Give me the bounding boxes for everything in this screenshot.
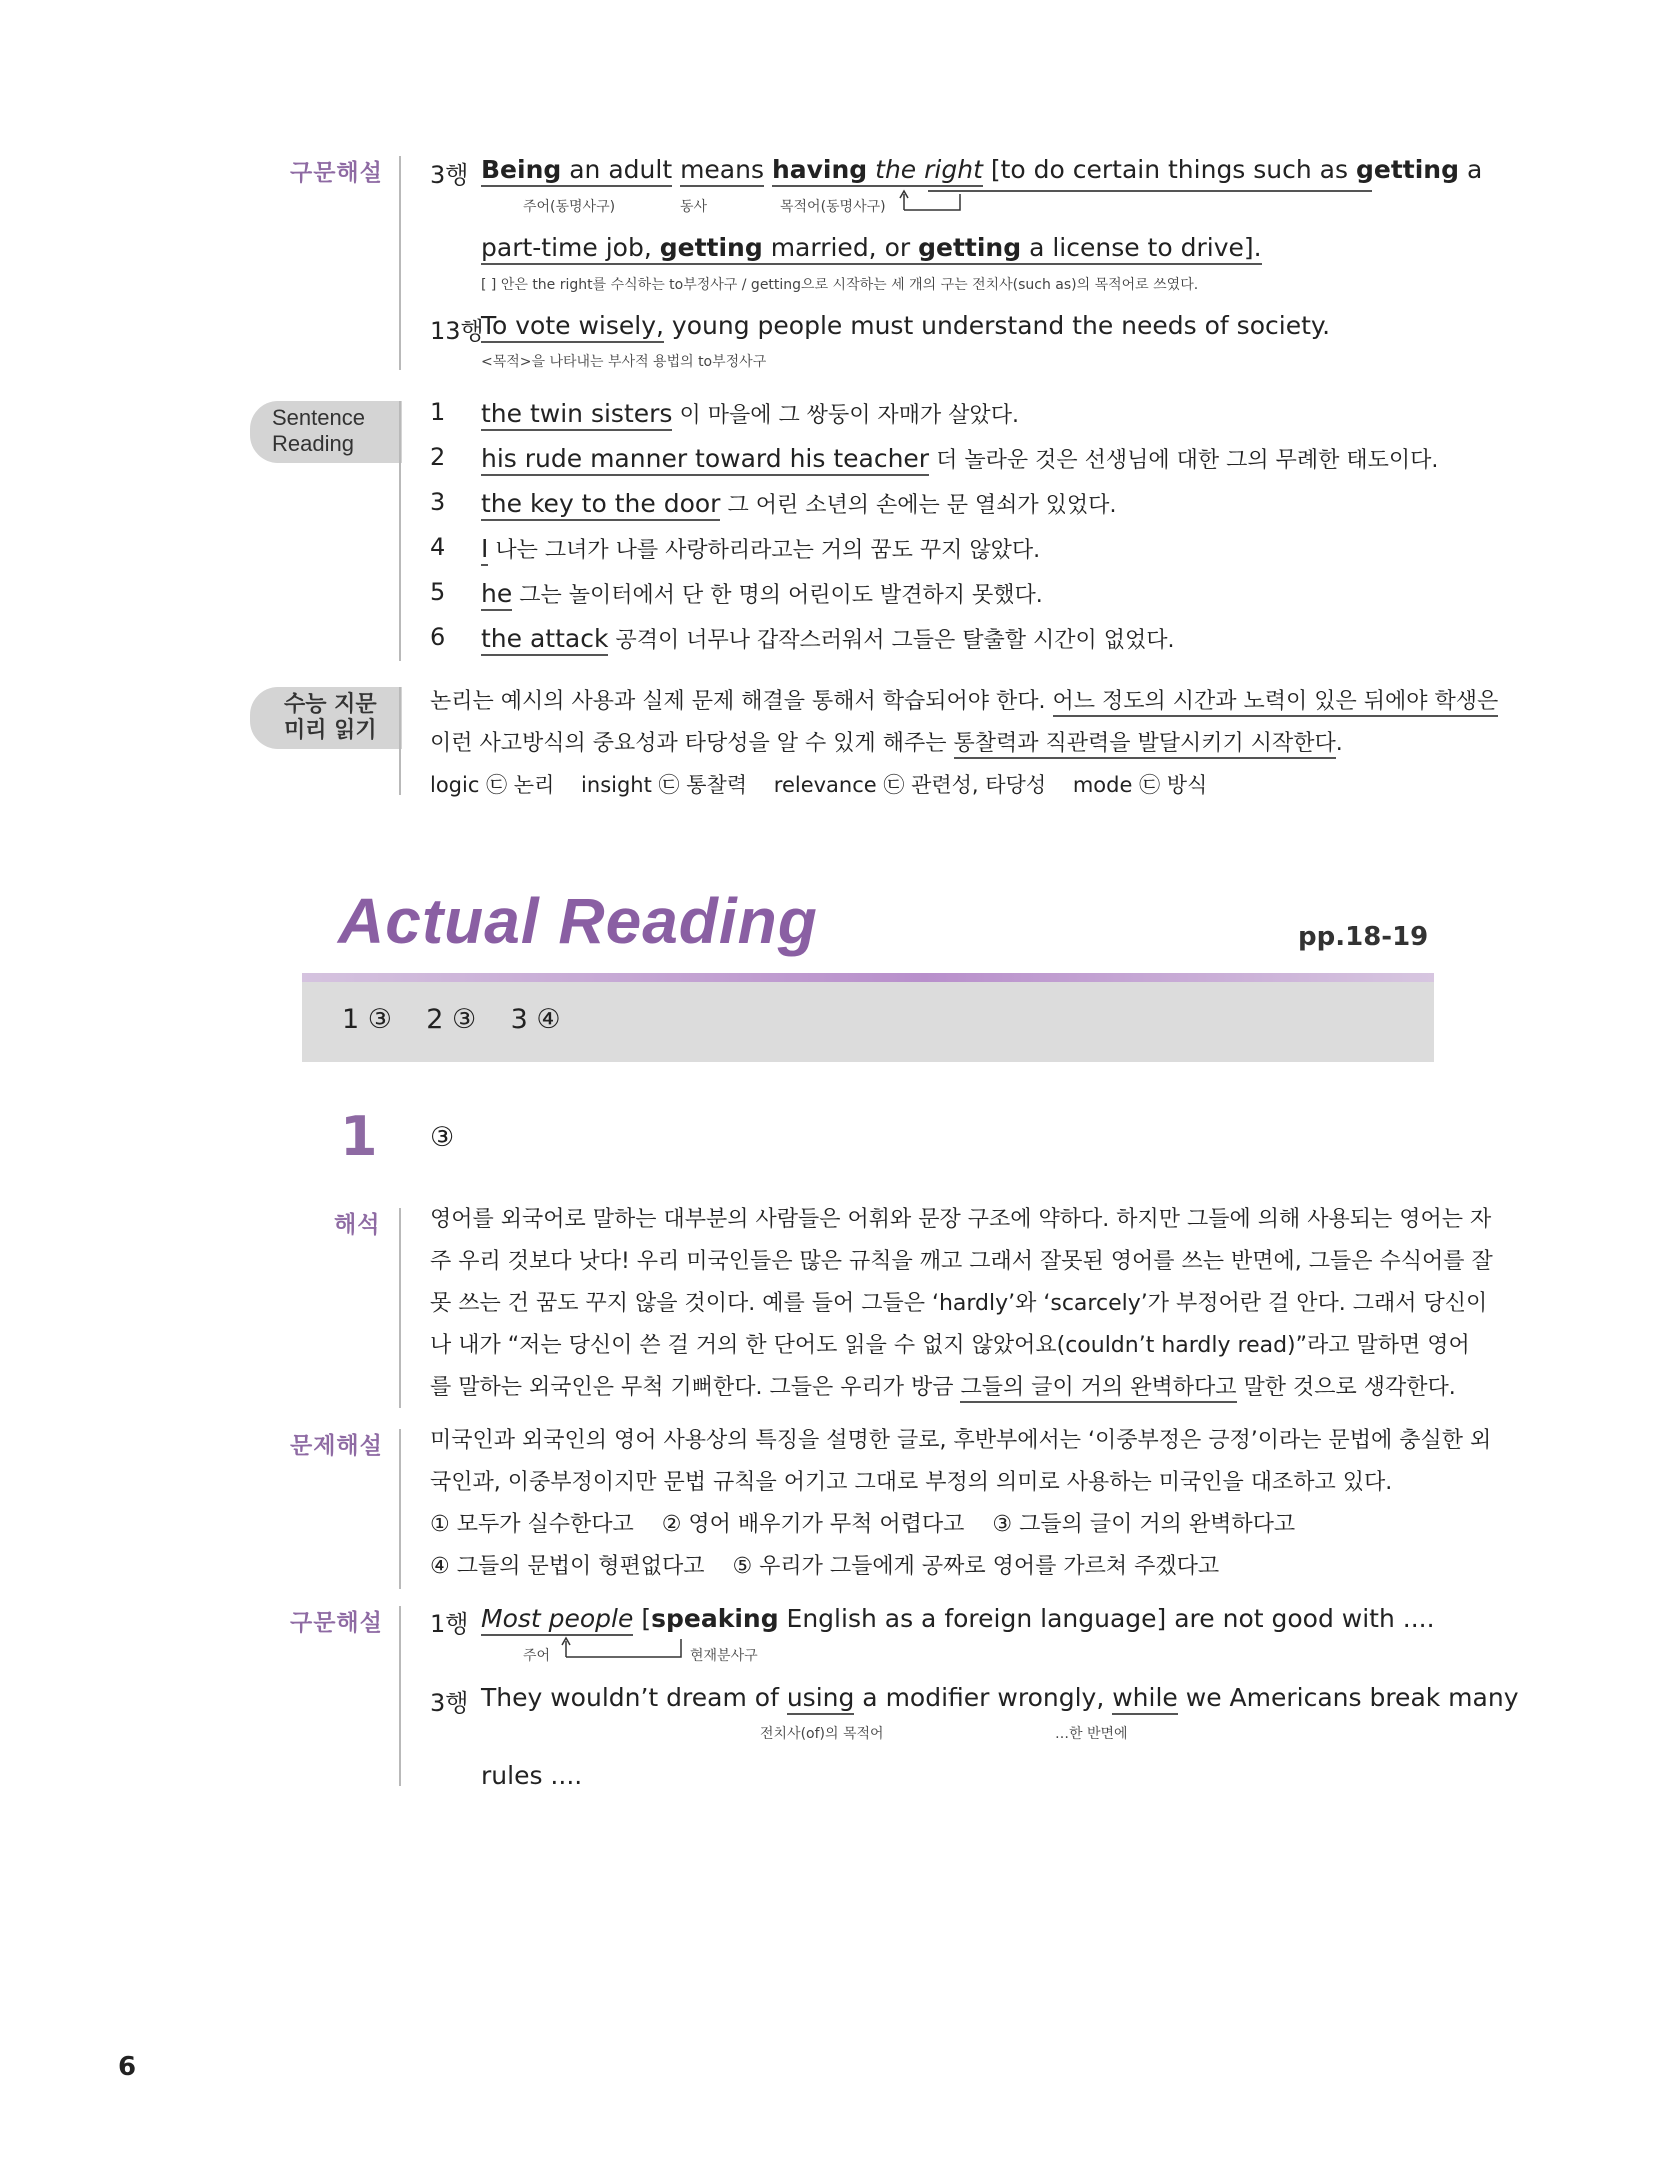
suneung-text-line: 논리는 예시의 사용과 실제 문제 해결을 통해서 학습되어야 한다. 어느 정도의 시간과 노력이 있은 뒤에야 학생은 — [430, 684, 1498, 715]
example-sentence-cont: part-time job, getting married, or getting a license to drive]. — [481, 233, 1262, 262]
divider-line — [399, 1606, 401, 1786]
annotation-verb: 동사 — [680, 199, 708, 215]
suneung-text-line: 이런 사고방식의 중요성과 타당성을 알 수 있게 해주는 통찰력과 직관력을 발달시키기 시작한다. — [430, 726, 1343, 757]
list-item: 3 the key to the door 그 어린 소년의 손에는 문 열쇠가 있었다. — [430, 488, 1430, 533]
answer-summary: 1 ③ 2 ③ 3 ④ — [342, 1004, 561, 1035]
example-sentence: Most people [speaking English as a foreign language] are not good with .... — [481, 1604, 1435, 1633]
munje-label: 문제해설 — [290, 1433, 383, 1459]
the-right-phrase: the right — [875, 155, 983, 184]
annotation-subject: 주어 — [523, 1648, 551, 1664]
list-item: 6 the attack 공격이 너무나 갑작스러워서 그들은 탈출할 시간이 없었다. — [430, 623, 1430, 668]
modifier-arrow — [560, 1635, 685, 1661]
divider-line — [399, 1429, 401, 1589]
question-answer: ③ — [430, 1122, 455, 1153]
line-number: 13행 — [430, 317, 484, 345]
gumun-label: 구문해설 — [290, 1610, 383, 1636]
vocab-item: relevance ㉢ 관련성, 타당성 — [773, 773, 1047, 797]
problem-explanation: 미국인과 외국인의 영어 사용상의 특징을 설명한 글로, 후반부에서는 ‘이중부정은 긍정’이라는 문법에 충실한 외 국인과, 이중부정이지만 문법 규칙을 어기고 그대로 부정의 의미로 사용하는 미국인을 대조하고 있다. ① 모두가 실수한다고 ② 영어 배우기가 무척 어렵다고 ③ 그들의 글이 거의 완벽하다고 ④ 그들의 문법이 형편없다고 ⑤ 우리가 그들에게 공짜로 영어를 가르쳐 주겠다고 — [430, 1420, 1491, 1588]
grammar-note: <목적>을 나타내는 부사적 용법의 to부정사구 — [481, 354, 767, 370]
list-item: 1 the twin sisters 이 마을에 그 쌍둥이 자매가 살았다. — [430, 398, 1430, 443]
translation-paragraph: 영어를 외국어로 말하는 대부분의 사람들은 어휘와 문장 구조에 약하다. 하지만 그들에 의해 사용되는 영어는 자 주 우리 것보다 낫다! 우리 미국인들은 많은 규칙을 깨고 그래서 잘못된 영어를 쓰는 반면에, 그들은 수식어를 잘 못 쓰는 건 꿈도 꾸지 않을 것이다. 예를 들어 그들은 ‘hardly’와 ‘scarcely’가 부정어란 걸 안다. 그래서 당신이 나 내가 “저는 당신이 쓴 걸 거의 한 단어도 읽을 수 없지 않았어요(couldn’t hardly read)”라고 말하면 영어 를 말하는 외국인은 무척 기뻐한다. 그들은 우리가 방금 그들의 글이 거의 완벽하다고 말한 것으로 생각한다. — [430, 1199, 1493, 1409]
being-word: Being — [481, 155, 562, 184]
example-sentence: Being an adult means having the right [to do certain things such as getting a — [481, 155, 1482, 184]
section-title: Actual Reading — [338, 885, 818, 957]
example-sentence: They wouldn’t dream of using a modifier wrongly, while we Americans break many — [481, 1683, 1519, 1712]
page-reference: pp.18-19 — [1298, 922, 1429, 952]
sentence-reading-list — [430, 398, 1439, 668]
line-number: 1행 — [430, 1610, 469, 1638]
gumun-label: 구문해설 — [290, 160, 383, 186]
divider-line — [399, 156, 401, 370]
example-sentence: To vote wisely, young people must understand the needs of society. — [481, 311, 1330, 340]
question-number: 1 — [340, 1105, 378, 1168]
page-number: 6 — [118, 2052, 137, 2082]
suneung-label: 수능 지문 미리 읽기 — [250, 687, 402, 749]
annotation-object: 목적어(동명사구) — [780, 199, 886, 215]
annotation-while: …한 반면에 — [1055, 1726, 1128, 1742]
vocab-item: logic ㉢ 논리 — [430, 773, 555, 797]
example-sentence-cont: rules .... — [481, 1761, 583, 1790]
divider-line — [399, 687, 401, 795]
haeseok-label: 해석 — [334, 1212, 381, 1238]
subject-phrase: Most people — [481, 1604, 633, 1636]
line-number: 3행 — [430, 161, 469, 189]
annotation-subject: 주어(동명사구) — [523, 199, 616, 215]
choices-line: ① 모두가 실수한다고 ② 영어 배우기가 무척 어렵다고 ③ 그들의 글이 거의 완벽하다고 — [430, 1512, 1296, 1537]
verb-means: means — [680, 155, 764, 187]
sentence-reading-label: Sentence Reading — [250, 401, 402, 463]
vocab-list — [430, 769, 1207, 799]
having-word: having — [771, 155, 868, 184]
answer-band — [302, 982, 1434, 1062]
grammar-note: [ ] 안은 the right를 수식하는 to부정사구 / getting으로 시작하는 세 개의 구는 전치사(such as)의 목적어로 쓰였다. — [481, 277, 1199, 293]
vocab-item: mode ㉢ 방식 — [1072, 773, 1208, 797]
bracket-underline — [928, 190, 1372, 192]
to-infinitive-phrase: To vote wisely, — [481, 311, 664, 343]
divider-line — [399, 401, 401, 661]
modifier-arrow — [898, 188, 966, 214]
vocab-item: insight ㉢ 통찰력 — [581, 773, 748, 797]
list-item: 5 he 그는 놀이터에서 단 한 명의 어린이도 발견하지 못했다. — [430, 578, 1430, 623]
annotation-participle: 현재분사구 — [690, 1648, 758, 1664]
divider-line — [399, 1208, 401, 1408]
list-item: 4 I 나는 그녀가 나를 사랑하리라고는 거의 꿈도 꾸지 않았다. — [430, 533, 1430, 578]
line-number: 3행 — [430, 1689, 469, 1717]
list-item: 2 his rude manner toward his teacher 더 놀라운 것은 선생님에 대한 그의 무례한 태도이다. — [430, 443, 1430, 488]
title-accent-bar — [302, 973, 1434, 982]
choices-line: ④ 그들의 문법이 형편없다고 ⑤ 우리가 그들에게 공짜로 영어를 가르쳐 주겠다고 — [430, 1554, 1220, 1579]
annotation-gerund: 전치사(of)의 목적어 — [760, 1726, 884, 1742]
